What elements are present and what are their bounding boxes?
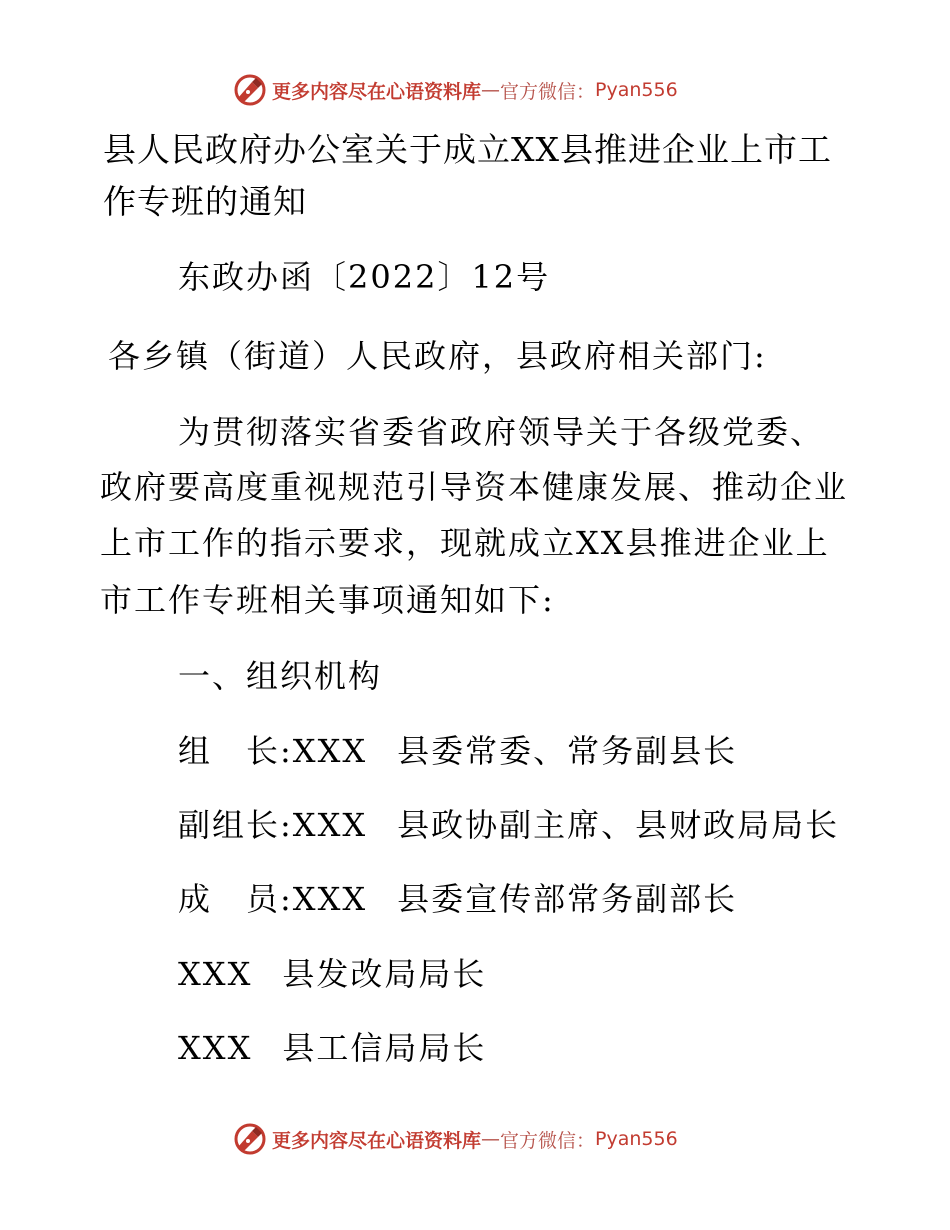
- watermark-main-text: 更多内容尽在心语资料库: [272, 80, 482, 103]
- member-name: XXX: [178, 1029, 253, 1067]
- member-row: [178, 731, 737, 771]
- member-name: XXX: [178, 955, 253, 993]
- member-title: 县工信局局长: [282, 1029, 487, 1067]
- watermark-wechat-label: 官方微信：: [500, 1129, 596, 1152]
- member-title: 县发改局局长: [282, 955, 487, 993]
- member-row: [178, 954, 486, 994]
- pen-logo-icon: [232, 1121, 268, 1157]
- document-title: 县人民政府办公室关于成立XX县推进企业上市工作专班的通知: [103, 130, 832, 221]
- member-name: XXX: [292, 806, 368, 844]
- body-line: 市工作专班相关事项通知如下:: [100, 581, 555, 619]
- watermark-wechat-id: Pyan556: [595, 1128, 678, 1150]
- watermark-separator: —: [481, 79, 501, 101]
- watermark-wechat-id: Pyan556: [595, 79, 678, 101]
- document-number: 东政办函〔2022〕12号: [178, 258, 551, 296]
- member-role: 成 员:: [178, 880, 293, 918]
- watermark-footer: [232, 1121, 678, 1157]
- watermark-wechat-label: 官方微信：: [500, 80, 596, 103]
- body-line: 为贯彻落实省委省政府领导关于各级党委、: [178, 413, 825, 451]
- pen-logo-icon: [232, 72, 268, 108]
- member-title: 县政协副主席、县财政局局长: [397, 806, 840, 844]
- member-title: 县委常委、常务副县长: [397, 732, 738, 770]
- watermark-main-text: 更多内容尽在心语资料库: [272, 1129, 482, 1152]
- member-row: [178, 805, 839, 845]
- recipients: 各乡镇（街道）人民政府，县政府相关部门:: [108, 337, 767, 375]
- member-role: 副组长:: [178, 806, 293, 844]
- member-role: 组 长:: [178, 732, 293, 770]
- member-row: [178, 879, 737, 919]
- body-line: 政府要高度重视规范引导资本健康发展、推动企业: [100, 468, 849, 506]
- member-row: [178, 1028, 486, 1068]
- member-title: 县委宣传部常务副部长: [397, 880, 738, 918]
- member-name: XXX: [292, 732, 368, 770]
- body-line: 上市工作的指示要求，现就成立XX县推进企业上: [100, 524, 830, 562]
- section-heading: 一、组织机构: [178, 657, 383, 695]
- member-name: XXX: [292, 880, 368, 918]
- watermark-separator: —: [481, 1128, 501, 1150]
- watermark-header: [232, 72, 678, 108]
